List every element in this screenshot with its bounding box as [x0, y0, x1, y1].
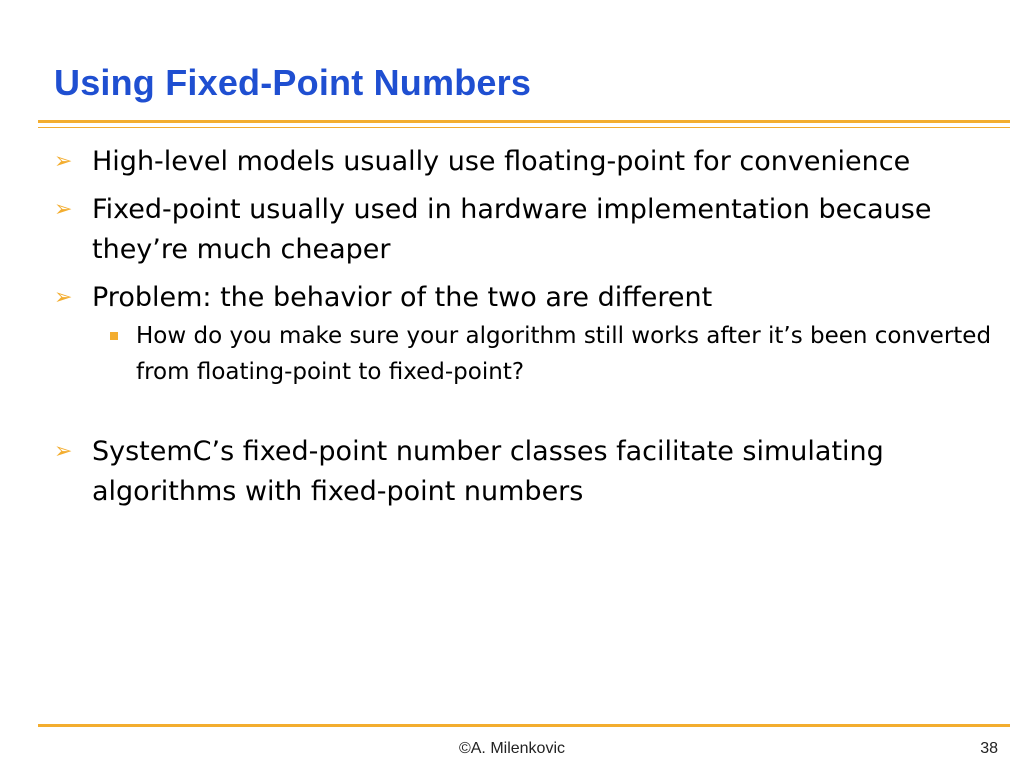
bullet-text: SystemC’s fixed-point number classes facilitate simulating algorithms with fixed-point numbers	[92, 436, 884, 507]
slide-title: Using Fixed-Point Numbers	[54, 62, 532, 103]
bullet-text: High-level models usually use floating-point for convenience	[92, 146, 911, 177]
bullet-item	[52, 432, 1002, 512]
arrow-bullet-icon: ➢	[54, 439, 73, 464]
bullet-list	[52, 142, 1002, 512]
bullet-item	[52, 190, 1002, 270]
sub-bullet-item	[52, 318, 1002, 390]
bullet-item	[52, 278, 1002, 318]
arrow-bullet-icon: ➢	[54, 285, 73, 310]
footer-divider	[38, 724, 1010, 727]
sub-bullet-text: How do you make sure your algorithm still works after it’s been converted from floating-point to fixed-point?	[136, 323, 992, 385]
arrow-bullet-icon: ➢	[54, 197, 73, 222]
page-number: 38	[980, 740, 998, 757]
bullet-text: Problem: the behavior of the two are different	[92, 282, 713, 313]
square-bullet-icon	[110, 332, 118, 340]
title-divider	[38, 120, 1010, 123]
bullet-item	[52, 142, 1002, 182]
arrow-bullet-icon: ➢	[54, 149, 73, 174]
bullet-text: Fixed-point usually used in hardware implementation because they’re much cheaper	[92, 194, 932, 265]
footer-author: ©A. Milenkovic	[458, 740, 566, 757]
title-divider-thin	[38, 127, 1010, 128]
